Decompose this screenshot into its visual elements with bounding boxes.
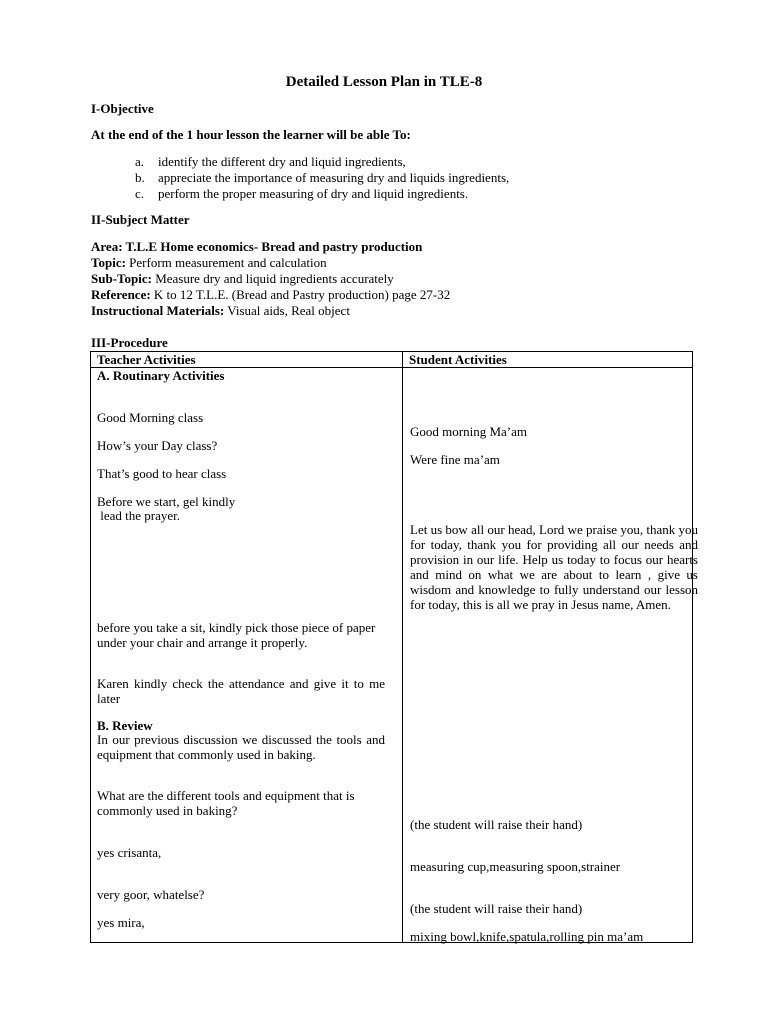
subtopic-line: Sub-Topic: Measure dry and liquid ingredients accurately bbox=[91, 271, 394, 286]
teacher-line: yes mira, bbox=[97, 915, 145, 930]
student-prayer: Let us bow all our head, Lord we praise you, thank you for today, thank you for providing all our needs and provision in our life. Help us today to focus our hearts and mind on what we are about to learn , give us wisdom and knowledge to fully understand our lesson for today, this is all we pray in Jesus name, Amen. bbox=[410, 522, 698, 612]
objective-item: a. identify the different dry and liquid ingredients, bbox=[135, 154, 406, 169]
teacher-line: Before we start, gel kindly bbox=[97, 494, 236, 509]
teacher-question: What are the different tools and equipment that is commonly used in baking? bbox=[97, 788, 355, 818]
student-activities-cell bbox=[403, 368, 698, 944]
review-heading: B. Review bbox=[97, 718, 153, 733]
teacher-line: before you take a sit, kindly pick those piece of paper under your chair and arrange it properly. bbox=[97, 620, 376, 650]
student-line: Were fine ma’am bbox=[410, 452, 500, 467]
student-line: Good morning Ma’am bbox=[410, 424, 527, 439]
document-title: Detailed Lesson Plan in TLE-8 bbox=[285, 74, 483, 90]
routinary-heading: A. Routinary Activities bbox=[97, 368, 225, 383]
teacher-line: That’s good to hear class bbox=[97, 466, 227, 481]
reference-line: Reference: K to 12 T.L.E. (Bread and Pastry production) page 27-32 bbox=[91, 287, 451, 302]
student-line: (the student will raise their hand) bbox=[410, 901, 583, 916]
student-line: (the student will raise their hand) bbox=[410, 817, 583, 832]
teacher-line: How’s your Day class? bbox=[97, 438, 218, 453]
teacher-line: very goor, whatelse? bbox=[97, 887, 205, 902]
teacher-line: yes crisanta, bbox=[97, 845, 162, 860]
subject-matter-heading: II-Subject Matter bbox=[91, 212, 190, 227]
table-row bbox=[91, 368, 693, 943]
objective-item: b. appreciate the importance of measuring dry and liquids ingredients, bbox=[135, 170, 510, 185]
student-activities-header: Student Activities bbox=[403, 352, 693, 368]
student-answer: mixing bowl,knife,spatula,rolling pin ma’am bbox=[410, 929, 644, 944]
teacher-line: Good Morning class bbox=[97, 410, 204, 425]
student-answer: measuring cup,measuring spoon,strainer bbox=[410, 859, 621, 874]
objective-item: c. perform the proper measuring of dry and liquid ingredients. bbox=[135, 186, 469, 201]
teacher-activities-cell bbox=[91, 368, 403, 943]
procedure-table bbox=[90, 351, 698, 944]
table-header-row bbox=[91, 352, 693, 368]
teacher-line: lead the prayer. bbox=[97, 508, 181, 523]
objective-intro: At the end of the 1 hour lesson the learner will be able To: bbox=[91, 127, 411, 142]
teacher-line: Karen kindly check the attendance and give it to me later bbox=[97, 676, 385, 706]
review-text: In our previous discussion we discussed the tools and equipment that commonly used in baking. bbox=[97, 732, 385, 762]
procedure-heading: III-Procedure bbox=[91, 335, 168, 350]
area-line: Area: T.L.E Home economics- Bread and pastry production bbox=[91, 239, 423, 254]
topic-line: Topic: Perform measurement and calculation bbox=[91, 255, 327, 270]
objective-list bbox=[135, 154, 509, 202]
materials-line: Instructional Materials: Visual aids, Real object bbox=[91, 303, 350, 318]
objective-heading: I-Objective bbox=[91, 101, 154, 116]
teacher-activities-header: Teacher Activities bbox=[91, 352, 403, 368]
